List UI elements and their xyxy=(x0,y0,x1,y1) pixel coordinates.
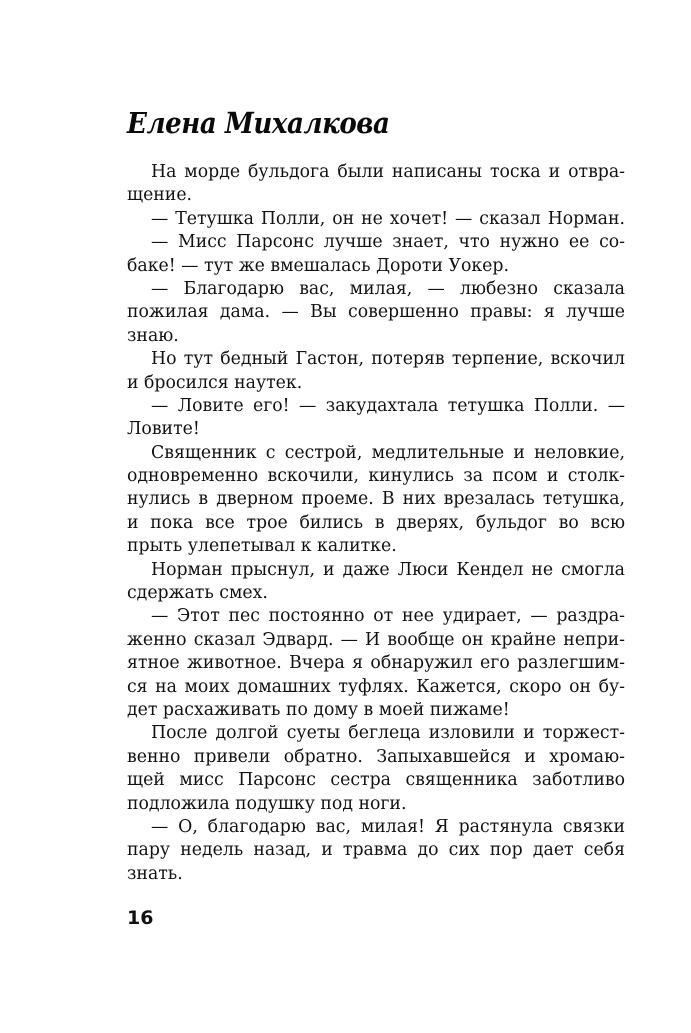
text-line: — Благодарю вас, милая, — любезно сказала xyxy=(151,278,625,299)
text-line: и пока все трое бились в дверях, бульдог во всю xyxy=(127,512,625,533)
text-line: подложила подушку под ноги. xyxy=(127,793,407,814)
text-line: щей мисс Парсонс сестра священника заботливо xyxy=(127,770,625,791)
text-line: ся на моих домашних туфлях. Кажется, скоро он бу- xyxy=(127,676,625,697)
text-line: На морде бульдога были написаны тоска и отвра- xyxy=(151,162,625,182)
text-line: — Мисс Парсонс лучше знает, что нужно ее со- xyxy=(151,232,625,253)
text-line: венно привели обратно. Запыхавшейся и хромаю- xyxy=(127,746,625,767)
text-line: — Тетушка Полли, он не хочет! — сказал Норман. xyxy=(151,208,625,229)
text-line: знаю. xyxy=(127,325,179,346)
text-line: Норман прыснул, и даже Люси Кендел не смогла xyxy=(151,559,625,580)
text-line: знать. xyxy=(127,863,183,884)
text-line: — Этот пес постоянно от нее удирает, — раздра- xyxy=(151,606,625,627)
text-line: женно сказал Эдвард. — И вообще он крайне непри- xyxy=(127,629,625,650)
text-line: — Ловите его! — закудахтала тетушка Полли. — xyxy=(151,395,625,416)
page-number: 16 xyxy=(127,907,154,929)
text-line: нулись в дверном проеме. В них врезалась тетушка, xyxy=(127,489,625,510)
text-line: щение. xyxy=(127,185,193,206)
text-line: Священник с сестрой, медлительные и неловкие, xyxy=(151,442,625,463)
text-line: дет расхаживать по дому в моей пижаме! xyxy=(127,699,510,720)
text-line: одновременно вскочили, кинулись за псом и столк- xyxy=(127,466,625,487)
text-line: — О, благодарю вас, милая! Я растянула связки xyxy=(151,816,625,837)
text-line: пожилая дама. — Вы совершенно правы: я лучше xyxy=(127,302,625,323)
text-line: прыть улепетывал к калитке. xyxy=(127,536,397,557)
text-line: Ловите! xyxy=(127,419,200,440)
body-text xyxy=(127,161,625,886)
text-line: После долгой суеты беглеца изловили и торжест- xyxy=(151,723,625,744)
text-line: сдержать смех. xyxy=(127,583,268,604)
text-line: Но тут бедный Гастон, потеряв терпение, вскочил xyxy=(151,349,625,370)
text-line: баке! — тут же вмешалась Дороти Уокер. xyxy=(127,255,509,276)
running-header xyxy=(127,98,427,148)
author-name: Елена Михалкова xyxy=(127,106,390,140)
text-line: пару недель назад, и травма до сих пор дает себя xyxy=(127,840,625,861)
text-line: и бросился наутек. xyxy=(127,372,303,393)
text-line: ятное животное. Вчера я обнаружил его разлегшим- xyxy=(127,653,625,674)
